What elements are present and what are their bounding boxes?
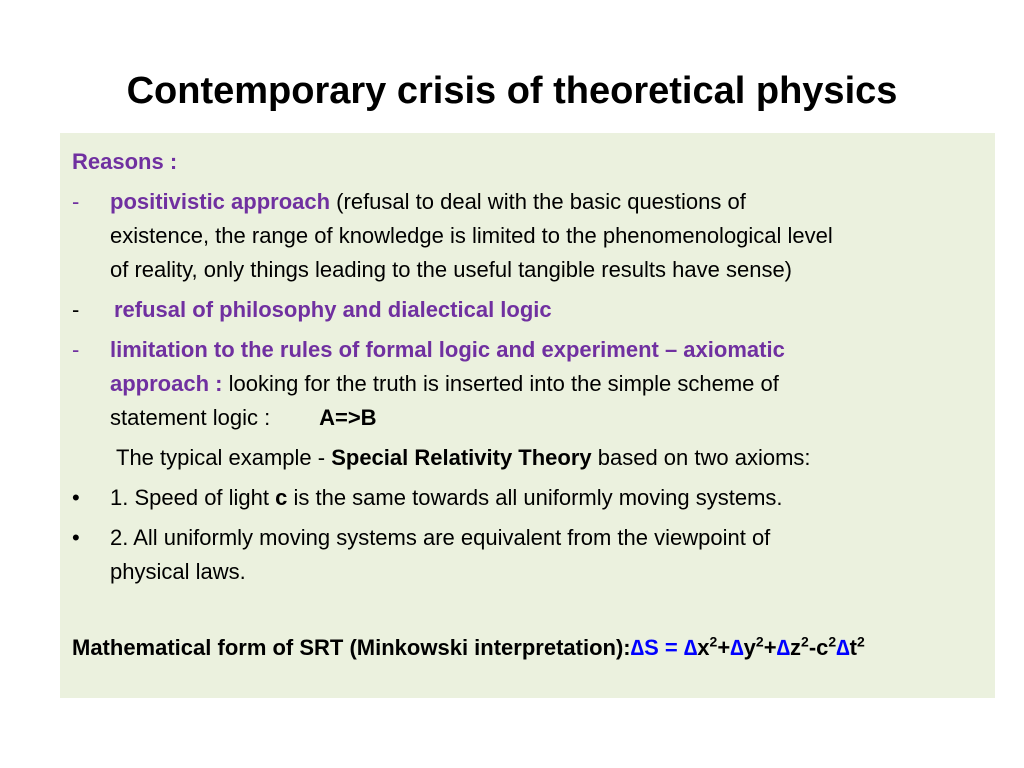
reason-text-line: of reality, only things leading to the useful tangible results have sense) <box>110 257 792 282</box>
reason-item-philosophy <box>72 293 981 327</box>
axiom-item-1 <box>72 481 981 515</box>
typical-example <box>72 441 981 475</box>
reason-lead: approach : <box>110 371 223 396</box>
minkowski-formula <box>72 631 981 665</box>
reason-text-line: statement logic : <box>110 405 320 430</box>
reasons-label: Reasons : <box>72 149 178 174</box>
reason-lead: refusal of philosophy and dialectical logic <box>114 297 552 322</box>
bullet-marker: • <box>72 485 80 510</box>
axiom-text: 1. Speed of light <box>110 485 276 510</box>
dash-marker: - <box>72 297 80 322</box>
formula-expression: $\Delta S = \Delta x^2+\Delta y^2+\Delta z^2-c^2\Delta t^2$ <box>630 633 865 660</box>
srt-name: Special Relativity Theory <box>331 445 592 470</box>
axiom-text: is the same towards all uniformly moving systems. <box>287 485 783 510</box>
reason-item-positivistic <box>72 185 981 287</box>
bullet-marker: • <box>72 525 80 550</box>
reason-item-formal-logic <box>72 333 981 435</box>
formula-label: Mathematical form of SRT (Minkowski interpretation): <box>72 635 631 660</box>
typical-suffix: based on two axioms: <box>591 445 811 470</box>
reason-text-line: existence, the range of knowledge is limited to the phenomenological level <box>110 223 833 248</box>
dash-marker: - <box>72 337 80 362</box>
implication-formula: A=>B <box>319 405 377 430</box>
typical-prefix: The typical example - <box>116 445 332 470</box>
reason-text-line: looking for the truth is inserted into the simple scheme of <box>222 371 779 396</box>
light-speed-symbol: c <box>275 485 288 510</box>
slide-title: Contemporary crisis of theoretical physics <box>126 70 898 112</box>
content-box <box>60 133 995 698</box>
axiom-text: physical laws. <box>110 559 246 584</box>
axiom-text: 2. All uniformly moving systems are equivalent from the viewpoint of <box>110 525 771 550</box>
axiom-item-2 <box>72 521 981 589</box>
dash-marker: - <box>72 189 80 214</box>
reason-text-line: (refusal to deal with the basic questions of <box>330 189 746 214</box>
reason-lead: positivistic approach <box>110 189 331 214</box>
reason-lead: limitation to the rules of formal logic and experiment – axiomatic <box>110 337 785 362</box>
